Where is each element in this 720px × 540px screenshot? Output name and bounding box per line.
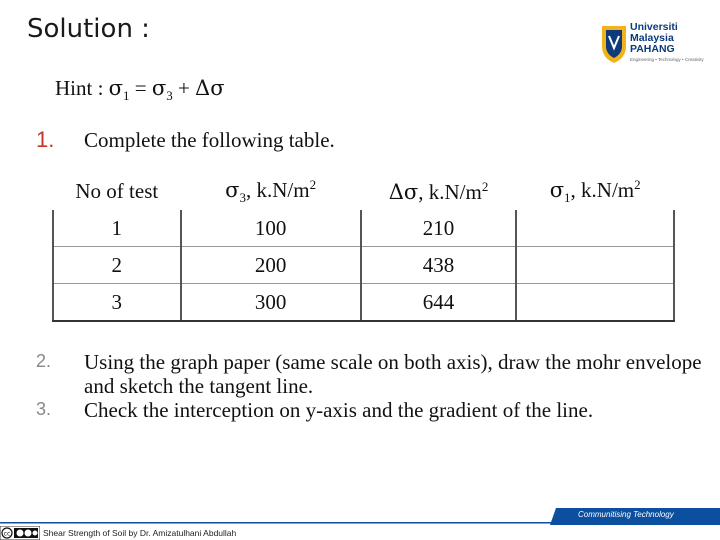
sigma-1-subscript: 1 — [123, 88, 130, 104]
sigma-3-subscript: 3 — [166, 88, 173, 104]
cell-test-number: 1 — [53, 210, 181, 247]
table-row — [53, 247, 674, 284]
item-1-number: 1. — [36, 127, 55, 152]
logo-wordmark — [630, 22, 678, 55]
plus-sign: + — [172, 76, 196, 100]
table-header-row — [53, 173, 674, 210]
logo-line-1: Universiti — [630, 21, 678, 33]
test-data-table — [52, 173, 675, 322]
instruction-list — [36, 350, 704, 422]
shield-icon — [600, 24, 628, 64]
cell-test-number: 2 — [53, 247, 181, 284]
svg-text:cc: cc — [3, 530, 11, 538]
header-test-number: No of test — [75, 179, 159, 203]
header-sigma-1: $\sigma_1$, $k.N/m^2$ — [549, 176, 641, 206]
cell-delta-sigma: 644 — [361, 284, 517, 322]
header-delta-sigma: Δσ, $k.N/m^2$ — [388, 178, 489, 204]
item-3-text: Check the interception on y-axis and the gradient of the line. — [84, 398, 594, 422]
table-row — [53, 284, 674, 322]
slide-title: Solution : — [27, 14, 150, 44]
logo-tagline: Engineering • Technology • Creativity — [630, 57, 704, 62]
sigma-3-symbol: σ — [151, 76, 167, 100]
cell-sigma-1 — [516, 210, 674, 247]
hint-prefix: Hint : — [55, 76, 109, 100]
item-3-number: 3. — [36, 399, 52, 419]
footer-credit: Shear Strength of Soil by Dr. Amizatulhani Abdullah — [43, 528, 237, 538]
item-2-number: 2. — [36, 351, 52, 371]
cell-sigma-3: 100 — [181, 210, 361, 247]
cell-delta-sigma: 210 — [361, 210, 517, 247]
item-2-text: Using the graph paper (same scale on both axis), draw the mohr envelope and sketch the tangent line. — [84, 350, 702, 398]
cell-delta-sigma: 438 — [361, 247, 517, 284]
cell-test-number: 3 — [53, 284, 181, 322]
header-sigma-3: $\sigma_3$, $k.N/m^2$ — [225, 176, 317, 206]
cell-sigma-1 — [516, 284, 674, 322]
list-item — [36, 398, 704, 422]
sigma-1-symbol: σ — [108, 76, 124, 100]
list-item — [36, 350, 704, 398]
delta-sigma-symbol: Δσ — [195, 76, 225, 100]
logo-line-3: PAHANG — [630, 43, 675, 55]
table-row — [53, 210, 674, 247]
item-1-text: Complete the following table. — [84, 128, 335, 152]
cell-sigma-3: 200 — [181, 247, 361, 284]
hint-formula — [55, 76, 225, 104]
logo-line-2: Malaysia — [630, 32, 674, 44]
footer-tagline: Communitising Technology — [578, 510, 674, 519]
university-logo — [600, 21, 704, 66]
cell-sigma-1 — [516, 247, 674, 284]
creative-commons-icon — [0, 526, 40, 540]
cell-sigma-3: 300 — [181, 284, 361, 322]
equals-sign: = — [129, 76, 152, 100]
